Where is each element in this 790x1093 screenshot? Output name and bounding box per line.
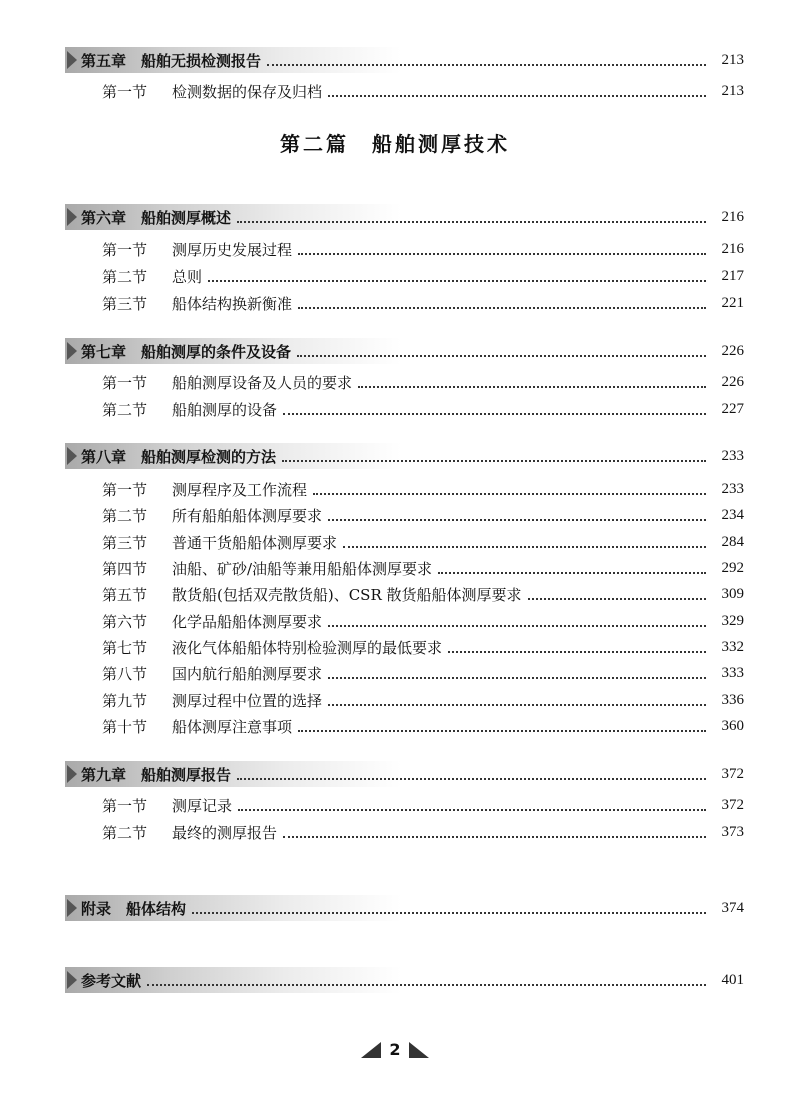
section-title: 国内航行船舶测厚要求	[172, 664, 323, 683]
appendix-title: 附录 船体结构	[81, 899, 187, 918]
toc-section[interactable]	[0, 263, 790, 289]
part-title: 第二篇 船舶测厚技术	[280, 132, 510, 156]
toc-appendix[interactable]	[0, 895, 790, 921]
section-number: 第二节	[102, 400, 148, 419]
section-number: 第九节	[102, 691, 148, 710]
page-number: 217	[721, 267, 744, 284]
chapter-title: 第六章 船舶测厚概述	[81, 208, 232, 227]
section-title: 测厚历史发展过程	[172, 240, 293, 259]
toc-section[interactable]	[0, 608, 790, 634]
chapter-band	[65, 338, 712, 364]
toc-section[interactable]	[0, 634, 790, 660]
toc-section[interactable]	[0, 369, 790, 395]
page-number: 373	[721, 823, 744, 840]
section-title: 所有船舶船体测厚要求	[172, 506, 323, 525]
page-number: 233	[721, 480, 744, 497]
leader-dots	[237, 217, 706, 223]
section-number: 第五节	[102, 585, 148, 604]
toc-section[interactable]	[0, 660, 790, 686]
section-number: 第七节	[102, 638, 148, 657]
toc-section[interactable]	[0, 792, 790, 818]
leader-dots	[238, 805, 706, 811]
chapter-band	[65, 443, 712, 469]
page-number: 213	[721, 51, 744, 68]
section-title: 最终的测厚报告	[172, 823, 278, 842]
chapter-title: 第五章 船舶无损检测报告	[81, 51, 262, 70]
chapter-arrow-icon	[67, 51, 77, 69]
section-number: 第六节	[102, 612, 148, 631]
leader-dots	[438, 568, 706, 574]
references-title: 参考文献	[81, 971, 142, 990]
page-number: 216	[721, 208, 744, 225]
page-number: 360	[721, 717, 744, 734]
toc-section[interactable]	[0, 290, 790, 316]
leader-dots	[313, 489, 706, 495]
section-title: 船体结构换新衡准	[172, 294, 293, 313]
chapter-band	[65, 967, 712, 993]
toc-section[interactable]	[0, 687, 790, 713]
section-title: 船舶测厚设备及人员的要求	[172, 373, 353, 392]
page-number: 234	[721, 506, 744, 523]
chapter-arrow-icon	[67, 208, 77, 226]
toc-section[interactable]	[0, 713, 790, 739]
leader-dots	[283, 832, 706, 838]
leader-dots	[328, 673, 706, 679]
page-number: 292	[721, 559, 744, 576]
chapter-title: 第九章 船舶测厚报告	[81, 765, 232, 784]
toc-chapter-9[interactable]	[0, 761, 790, 787]
toc-section[interactable]	[0, 502, 790, 528]
page-number: 336	[721, 691, 744, 708]
page-number: 372	[721, 796, 744, 813]
page-footer	[0, 1040, 790, 1059]
chapter-title: 第八章 船舶测厚检测的方法	[81, 447, 277, 466]
section-number: 第三节	[102, 533, 148, 552]
leader-dots	[298, 303, 706, 309]
page-number: 401	[721, 971, 744, 988]
section-number: 第一节	[102, 796, 148, 815]
chapter-arrow-icon	[67, 899, 77, 917]
leader-dots	[358, 382, 706, 388]
chapter-arrow-icon	[67, 342, 77, 360]
section-title: 散货船(包括双壳散货船)、CSR 散货船船体测厚要求	[172, 585, 522, 604]
leader-dots	[282, 456, 706, 462]
page-number: 233	[721, 447, 744, 464]
leader-dots	[237, 774, 706, 780]
toc-section[interactable]	[0, 236, 790, 262]
page-number: 226	[721, 373, 744, 390]
page-number: 221	[721, 294, 744, 311]
toc-section[interactable]	[0, 476, 790, 502]
page-number: 374	[721, 899, 744, 916]
leader-dots	[343, 542, 706, 548]
leader-dots	[328, 91, 706, 97]
section-number: 第二节	[102, 267, 148, 286]
footer-page-number: 2	[389, 1040, 401, 1059]
chapter-arrow-icon	[67, 447, 77, 465]
section-number: 第一节	[102, 82, 148, 101]
toc-chapter-7[interactable]	[0, 338, 790, 364]
chapter-arrow-icon	[67, 971, 77, 989]
toc-section[interactable]	[0, 396, 790, 422]
leader-dots	[298, 249, 706, 255]
chapter-band	[65, 47, 712, 73]
section-number: 第一节	[102, 480, 148, 499]
leader-dots	[297, 351, 706, 357]
section-title: 船舶测厚的设备	[172, 400, 278, 419]
chapter-arrow-icon	[67, 765, 77, 783]
toc-section[interactable]	[0, 819, 790, 845]
page-number: 329	[721, 612, 744, 629]
section-title: 总则	[172, 267, 203, 286]
section-number: 第十节	[102, 717, 148, 736]
chapter-band	[65, 204, 712, 230]
section-title: 普通干货船船体测厚要求	[172, 533, 338, 552]
section-number: 第八节	[102, 664, 148, 683]
section-number: 第二节	[102, 823, 148, 842]
section-title: 检测数据的保存及归档	[172, 82, 323, 101]
page-number: 227	[721, 400, 744, 417]
section-number: 第三节	[102, 294, 148, 313]
toc-references[interactable]	[0, 967, 790, 993]
section-title: 测厚程序及工作流程	[172, 480, 308, 499]
section-title: 测厚过程中位置的选择	[172, 691, 323, 710]
section-number: 第二节	[102, 506, 148, 525]
section-number: 第一节	[102, 240, 148, 259]
section-title: 测厚记录	[172, 796, 233, 815]
leader-dots	[328, 515, 706, 521]
toc-section[interactable]	[0, 555, 790, 581]
section-title: 船体测厚注意事项	[172, 717, 293, 736]
chapter-band	[65, 895, 712, 921]
section-title: 化学品船船体测厚要求	[172, 612, 323, 631]
section-number: 第一节	[102, 373, 148, 392]
leader-dots	[192, 908, 706, 914]
leader-dots	[147, 980, 706, 986]
toc-chapter-8[interactable]	[0, 443, 790, 469]
leader-dots	[328, 700, 706, 706]
toc-section[interactable]	[0, 529, 790, 555]
page-number: 284	[721, 533, 744, 550]
triangle-left-icon	[361, 1042, 381, 1058]
toc-chapter-5[interactable]	[0, 47, 790, 73]
leader-dots	[298, 726, 706, 732]
leader-dots	[448, 647, 706, 653]
page-number: 372	[721, 765, 744, 782]
page-number: 309	[721, 585, 744, 602]
leader-dots	[267, 60, 706, 66]
toc-section[interactable]	[0, 78, 790, 104]
toc-chapter-6[interactable]	[0, 204, 790, 230]
chapter-band	[65, 761, 712, 787]
section-title: 油船、矿砂/油船等兼用船船体测厚要求	[172, 559, 433, 578]
page-number: 213	[721, 82, 744, 99]
chapter-title: 第七章 船舶测厚的条件及设备	[81, 342, 292, 361]
leader-dots	[528, 594, 706, 600]
page-number: 333	[721, 664, 744, 681]
triangle-right-icon	[409, 1042, 429, 1058]
toc-section[interactable]	[0, 581, 790, 607]
page-number: 332	[721, 638, 744, 655]
section-number: 第四节	[102, 559, 148, 578]
leader-dots	[208, 276, 706, 282]
leader-dots	[283, 409, 706, 415]
page-number: 216	[721, 240, 744, 257]
page-number: 226	[721, 342, 744, 359]
leader-dots	[328, 621, 706, 627]
section-title: 液化气体船船体特别检验测厚的最低要求	[172, 638, 443, 657]
